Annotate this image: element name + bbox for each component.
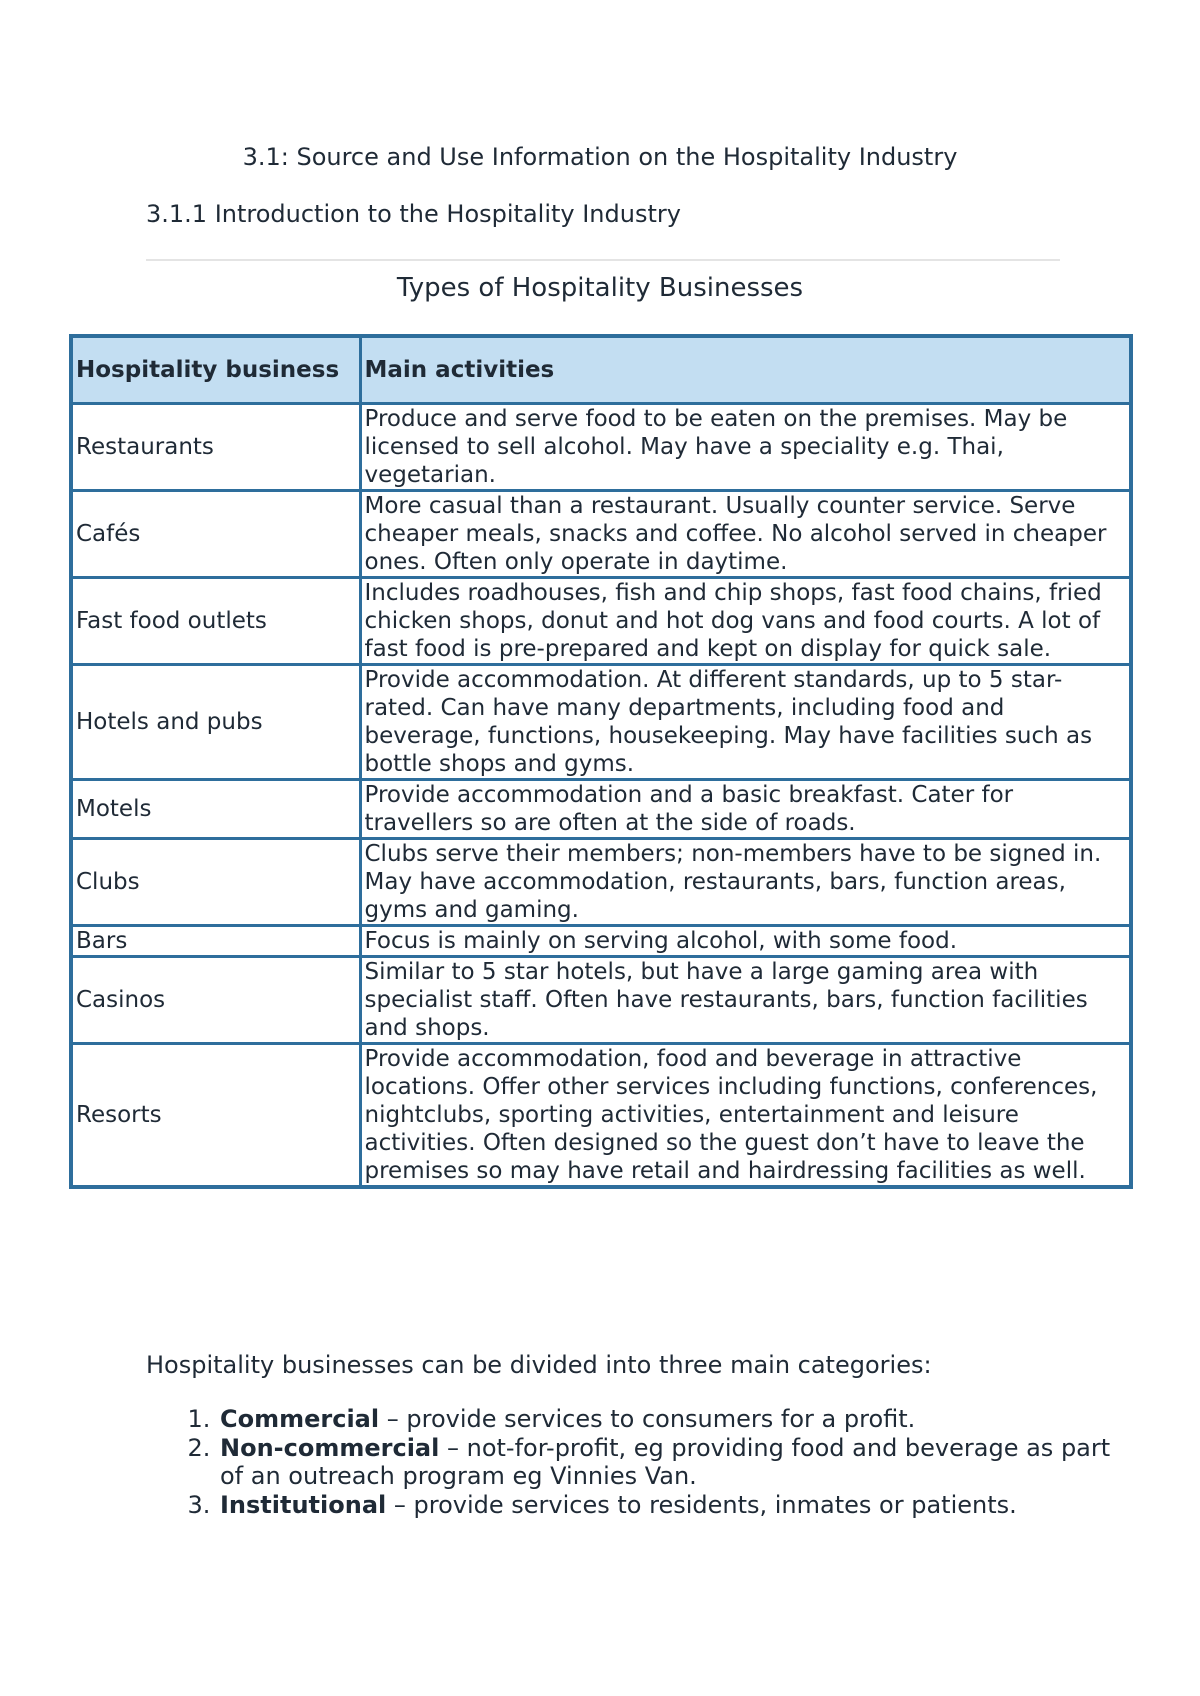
activities-cell: More casual than a restaurant. Usually counter service. Serve cheaper meals, snacks and coffee. No alcohol served in cheaper ones. Often only operate in daytime. — [360, 491, 1129, 578]
category-description: – provide services to residents, inmates or patients. — [386, 1490, 1017, 1519]
list-item — [218, 1491, 1118, 1520]
table-row — [73, 957, 1129, 1044]
table-row — [73, 839, 1129, 926]
page-heading: 3.1: Source and Use Information on the Hospitality Industry — [242, 143, 958, 171]
list-item — [218, 1434, 1118, 1491]
divider — [146, 259, 1060, 261]
table-row — [73, 1044, 1129, 1186]
business-cell: Bars — [73, 926, 360, 957]
list-item — [218, 1405, 1118, 1434]
categories-list — [146, 1405, 1118, 1519]
business-cell: Fast food outlets — [73, 578, 360, 665]
activities-cell: Focus is mainly on serving alcohol, with some food. — [360, 926, 1129, 957]
table-title: Types of Hospitality Businesses — [396, 273, 804, 303]
table-row — [73, 926, 1129, 957]
business-cell: Casinos — [73, 957, 360, 1044]
table-row — [73, 665, 1129, 780]
activities-cell: Provide accommodation, food and beverage in attractive locations. Offer other services including functions, conferences, nightclubs, sporting activities, entertainment and leisure activities. Often designed so the guest don’t have to leave the premises so may have retail and hairdressing facilities as well. — [360, 1044, 1129, 1186]
business-cell: Hotels and pubs — [73, 665, 360, 780]
hospitality-table — [69, 334, 1133, 1189]
categories-intro: Hospitality businesses can be divided into three main categories: — [146, 1351, 932, 1379]
activities-cell: Clubs serve their members; non-members have to be signed in. May have accommodation, restaurants, bars, function areas, gyms and gaming. — [360, 839, 1129, 926]
activities-cell: Provide accommodation and a basic breakfast. Cater for travellers so are often at the side of roads. — [360, 780, 1129, 839]
hospitality-table-grid — [73, 338, 1129, 1185]
activities-cell: Provide accommodation. At different standards, up to 5 star-rated. Can have many departments, including food and beverage, functions, housekeeping. May have facilities such as bottle shops and gyms. — [360, 665, 1129, 780]
business-cell: Resorts — [73, 1044, 360, 1186]
business-cell: Motels — [73, 780, 360, 839]
business-cell: Cafés — [73, 491, 360, 578]
header-business: Hospitality business — [73, 338, 360, 404]
table-row — [73, 780, 1129, 839]
table-header-row — [73, 338, 1129, 404]
section-heading: 3.1.1 Introduction to the Hospitality Industry — [146, 200, 681, 228]
table-row — [73, 404, 1129, 491]
activities-cell: Similar to 5 star hotels, but have a large gaming area with specialist staff. Often have restaurants, bars, function facilities and shops. — [360, 957, 1129, 1044]
category-description: – provide services to consumers for a profit. — [379, 1405, 916, 1433]
header-activities: Main activities — [360, 338, 1129, 404]
category-term: Institutional — [220, 1490, 387, 1519]
category-description: – not-for-profit, eg providing food and beverage as part of an outreach program eg Vinnies Van. — [220, 1433, 1111, 1490]
activities-cell: Includes roadhouses, fish and chip shops, fast food chains, fried chicken shops, donut and hot dog vans and food courts. A lot of fast food is pre-prepared and kept on display for quick sale. — [360, 578, 1129, 665]
category-term: Non-commercial — [220, 1433, 440, 1462]
business-cell: Restaurants — [73, 404, 360, 491]
business-cell: Clubs — [73, 839, 360, 926]
table-row — [73, 491, 1129, 578]
category-term: Commercial — [220, 1405, 380, 1433]
table-row — [73, 578, 1129, 665]
activities-cell: Produce and serve food to be eaten on the premises. May be licensed to sell alcohol. May have a speciality e.g. Thai, vegetarian. — [360, 404, 1129, 491]
